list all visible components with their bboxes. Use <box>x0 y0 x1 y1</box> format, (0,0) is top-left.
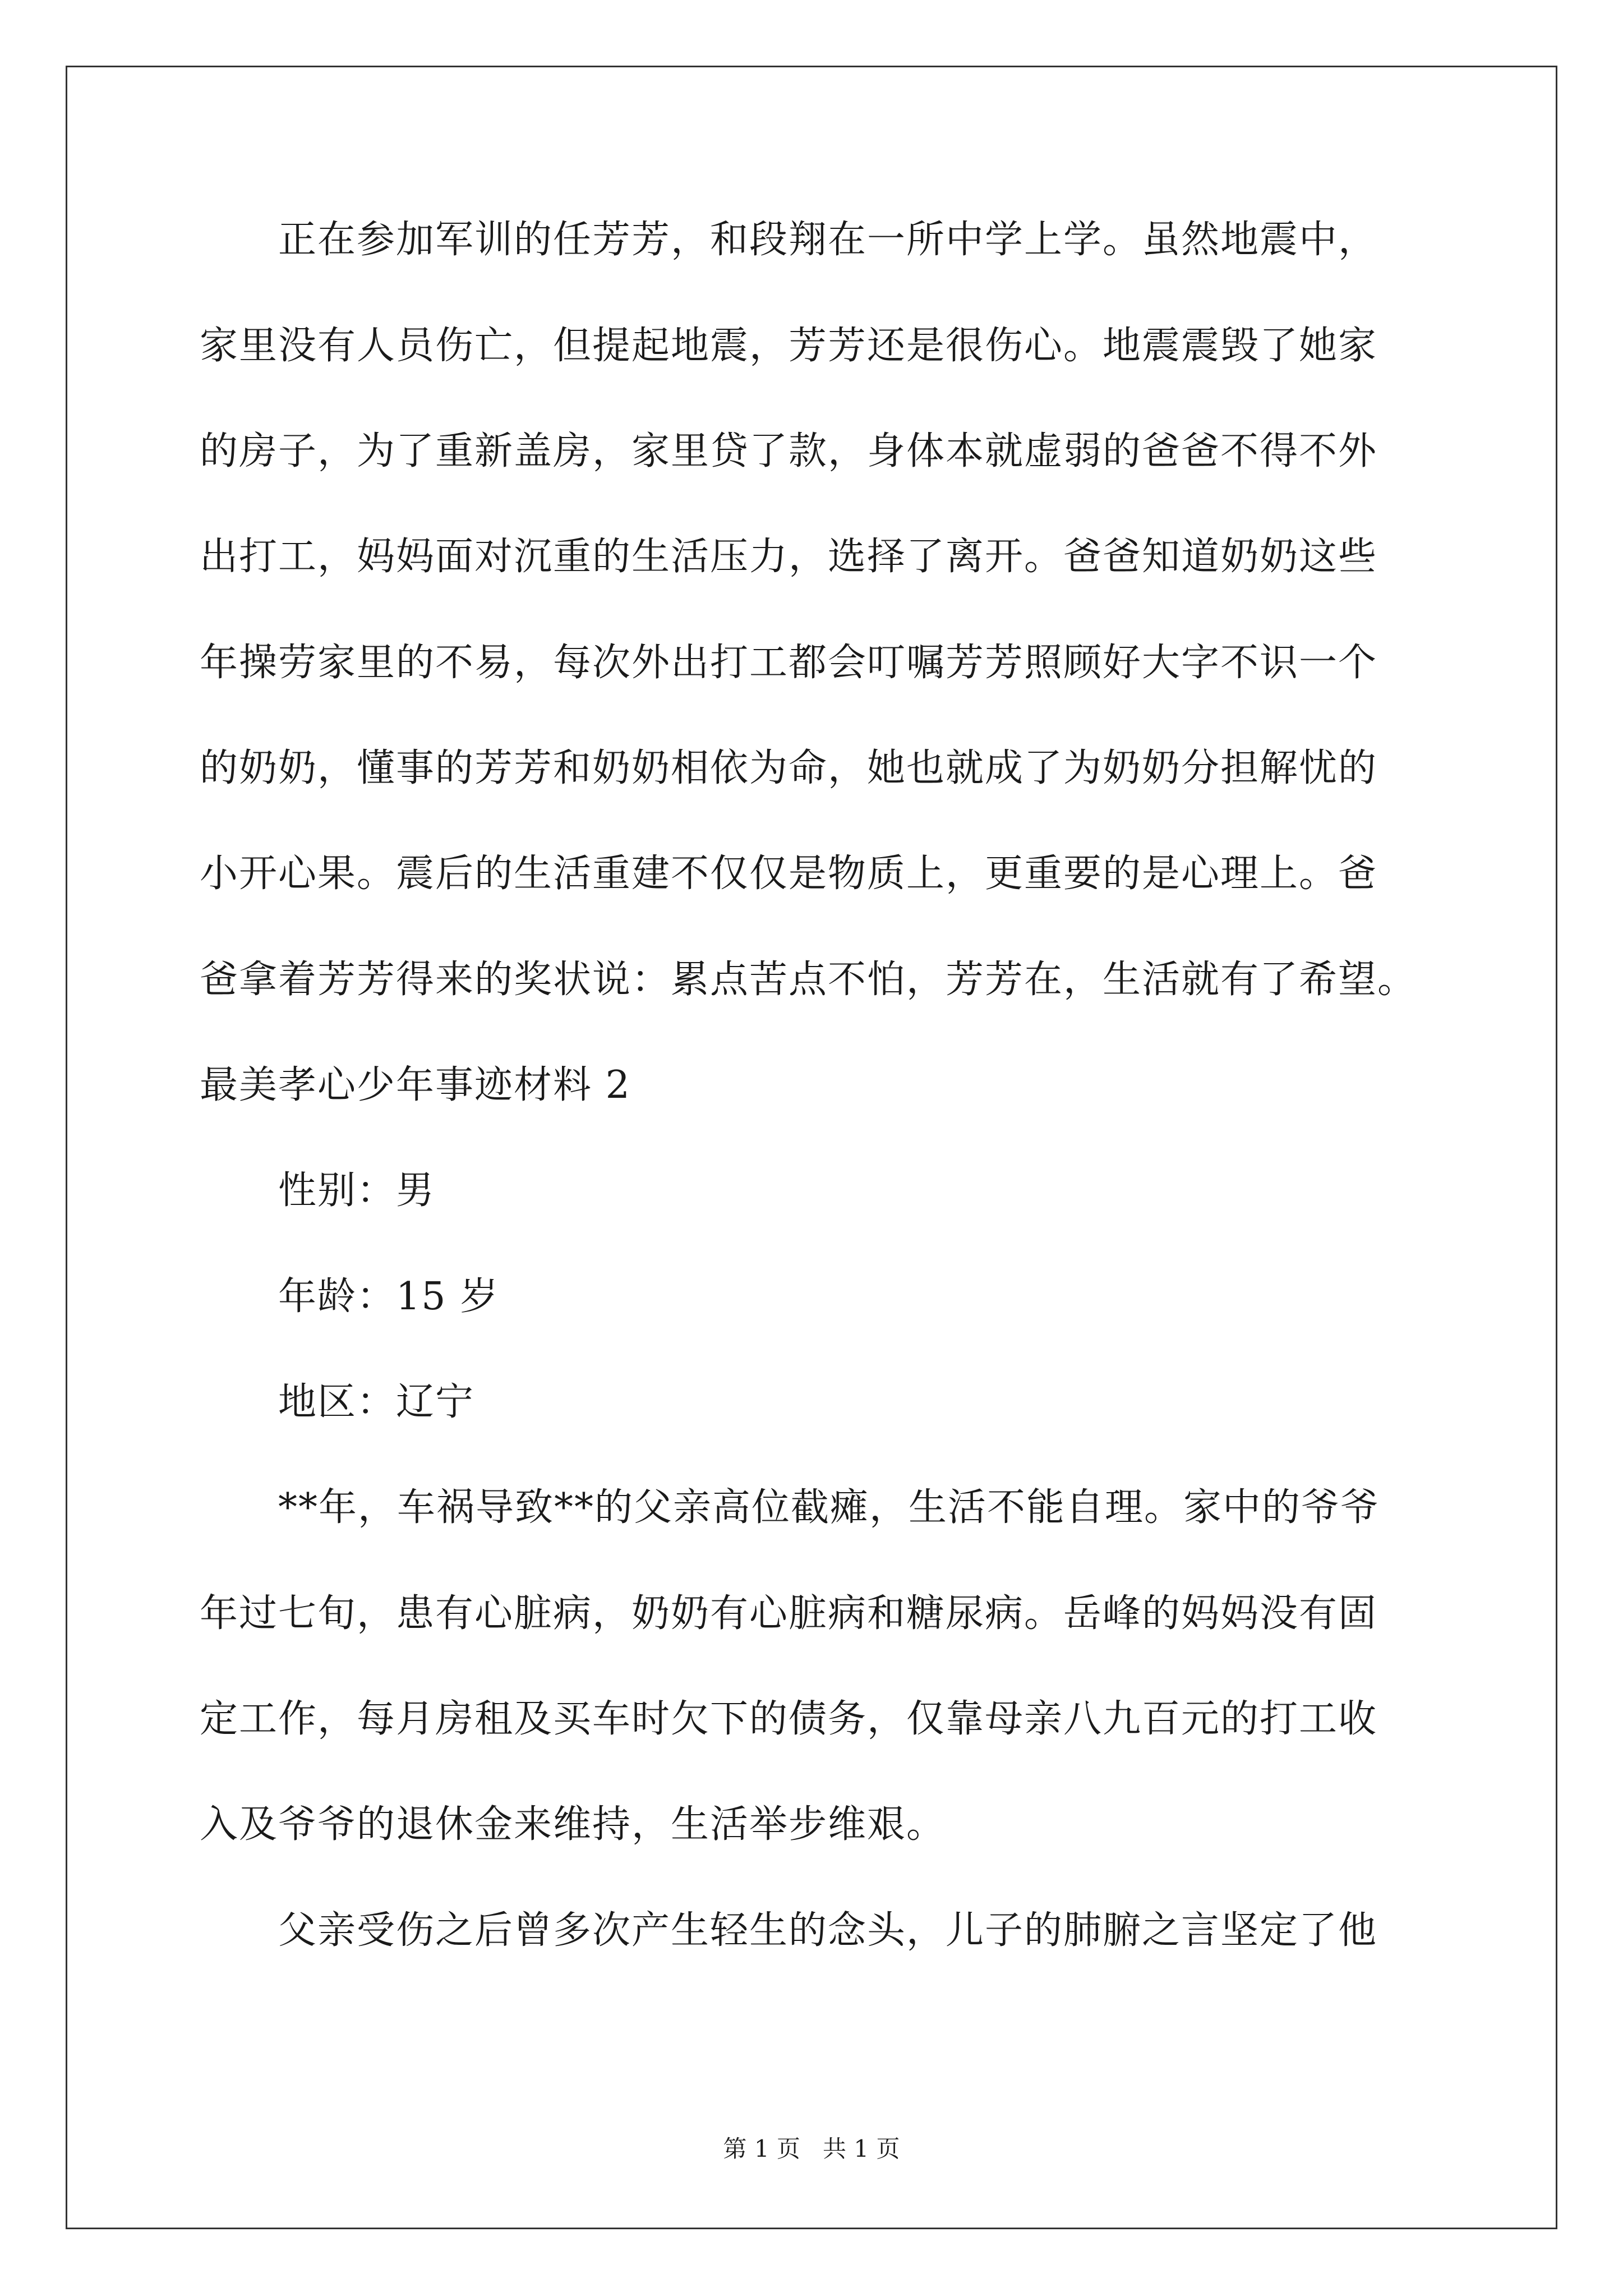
info-region: 地区：辽宁 <box>278 1380 475 1424</box>
paragraph-line: 爸拿着芳芳得来的奖状说：累点苦点不怕，芳芳在，生活就有了希望。 <box>200 958 1417 1002</box>
page-border <box>66 66 1557 2229</box>
paragraph-line: 年操劳家里的不易，每次外出打工都会叮嘱芳芳照顾好大字不识一个 <box>200 641 1378 685</box>
paragraph-line: 的房子，为了重新盖房，家里贷了款，身体本就虚弱的爸爸不得不外 <box>200 429 1378 473</box>
paragraph-line: 年过七旬，患有心脏病，奶奶有心脏病和糖尿病。岳峰的妈妈没有固 <box>200 1591 1378 1636</box>
section-heading: 最美孝心少年事迹材料 2 <box>200 1063 631 1107</box>
paragraph-line: 的奶奶，懂事的芳芳和奶奶相依为命，她也就成了为奶奶分担解忧的 <box>200 746 1378 790</box>
paragraph-line: 入及爷爷的退休金来维持，生活举步维艰。 <box>200 1802 946 1847</box>
paragraph-line: **年，车祸导致**的父亲高位截瘫，生活不能自理。家中的爷爷 <box>278 1485 1380 1530</box>
paragraph-line: 家里没有人员伤亡，但提起地震，芳芳还是很伤心。地震震毁了她家 <box>200 324 1378 368</box>
paragraph-line: 出打工，妈妈面对沉重的生活压力，选择了离开。爸爸知道奶奶这些 <box>200 535 1378 579</box>
info-gender: 性别：男 <box>278 1168 436 1213</box>
paragraph-line: 正在参加军训的任芳芳，和段翔在一所中学上学。虽然地震中， <box>278 218 1378 262</box>
paragraph-line: 父亲受伤之后曾多次产生轻生的念头，儿子的肺腑之言坚定了他 <box>278 1908 1378 1953</box>
paragraph-line: 小开心果。震后的生活重建不仅仅是物质上，更重要的是心理上。爸 <box>200 852 1378 896</box>
paragraph-line: 定工作，每月房租及买车时欠下的债务，仅靠母亲八九百元的打工收 <box>200 1697 1378 1741</box>
page-footer: 第 1 页 共 1 页 <box>723 2135 900 2162</box>
info-age: 年龄：15 岁 <box>278 1274 500 1319</box>
